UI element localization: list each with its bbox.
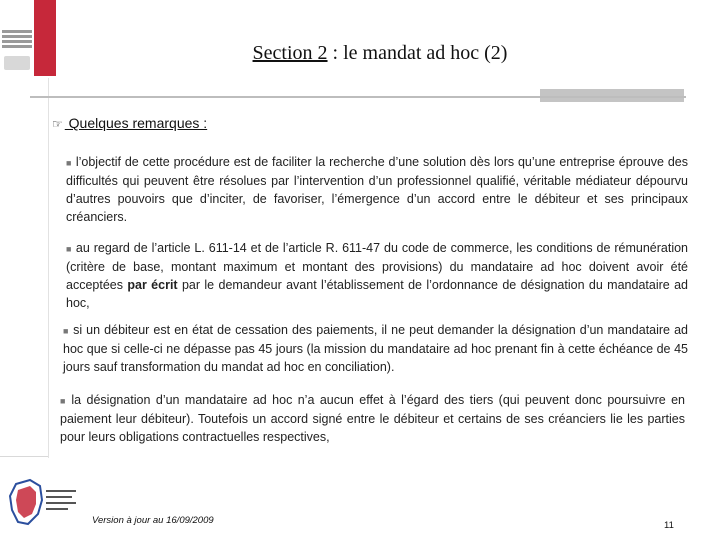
remark-paragraph-2: ■ au regard de l’article L. 611-14 et de l’article R. 611-47 du code de commerce, les conditions de rémunération (critère de base, montant maximum et montant des provisions) du mandataire ad hoc doivent avoir été acceptées par écrit par le demandeur avant l’établissement de l’ordonnance de désignation du mandataire ad hoc,: [66, 241, 688, 310]
square-bullet-icon: ■: [66, 158, 72, 168]
title-rest: : le mandat ad hoc (2): [327, 42, 508, 64]
page-title: [180, 42, 580, 65]
footer-version: Version à jour au 16/09/2009: [92, 515, 214, 526]
section-heading: [52, 115, 207, 131]
heading-text: Quelques remarques :: [64, 115, 208, 131]
page-number: 11: [664, 520, 674, 531]
footer-rule: [0, 456, 48, 457]
logo-column-icon: [2, 30, 32, 50]
hand-pointer-icon: ☞: [52, 117, 63, 131]
logo-red-band: [34, 0, 87, 76]
logo-letter-n: n: [74, 26, 84, 44]
title-section: Section 2: [252, 42, 328, 64]
square-bullet-icon: ■: [60, 396, 68, 406]
logo-letter-e: e: [74, 4, 84, 22]
square-bullet-icon: ■: [63, 326, 70, 336]
enm-logo: [0, 0, 87, 78]
left-vertical-rule: [48, 78, 49, 458]
square-bullet-icon: ■: [66, 244, 72, 254]
remark-paragraph-4: ■ la désignation d’un mandataire ad hoc n’a aucun effet à l’égard des tiers (qui peuvent donc poursuivre en paiement leur débiteur). Toutefois un accord signé entre le débiteur et certains de ses créanciers lie les parties pour leurs obligations contractuelles respectives,: [60, 393, 685, 444]
remark-paragraph-3: ■ si un débiteur est en état de cessation des paiements, il ne peut demander la désignation d’un mandataire ad hoc que si celle-ci ne dépasse pas 45 jours (la mission du mandataire ad hoc prenant fin à cette échéance de 45 jours sauf transformation du mandat ad hoc en conciliation).: [63, 323, 689, 374]
header-rule: [30, 96, 686, 98]
ministry-seal-logo: [6, 476, 80, 534]
remark-paragraph-1: ■ l’objectif de cette procédure est de faciliter la recherche d’une solution dès lors qu’une entreprise éprouve des difficultés qui peuvent être résolues par l’intervention d’un professionnel qualifié, véritable médiateur dépourvu d’autres pouvoirs que d’inciter, de favoriser, l’émergence d’un accord entre le débiteur et ses principaux créanciers.: [66, 155, 688, 224]
logo-letter-m: m: [71, 48, 87, 66]
